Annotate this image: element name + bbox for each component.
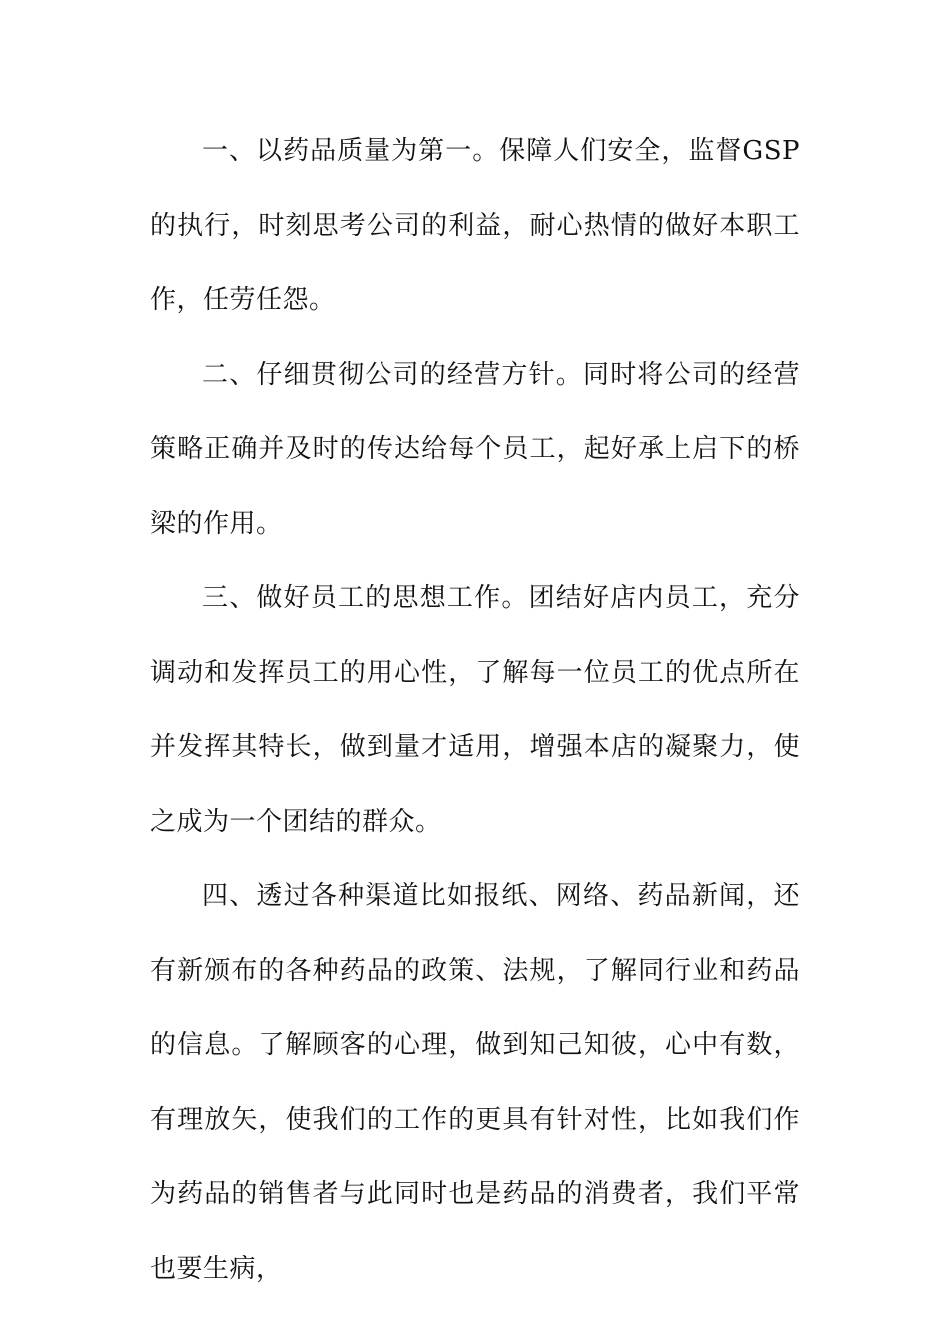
paragraph-2: 二、仔细贯彻公司的经营方针。同时将公司的经营策略正确并及时的传达给每个员工，起好承上启下的桥梁的作用。 <box>150 359 800 539</box>
paragraph-3: 三、做好员工的思想工作。团结好店内员工，充分调动和发挥员工的用心性，了解每一位员工的优点所在并发挥其特长，做到量才适用，增强本店的凝聚力，使之成为一个团结的群众。 <box>150 583 800 837</box>
paragraph-1: 一、以药品质量为第一。保障人们安全，监督GSP的执行，时刻思考公司的利益，耐心热情的做好本职工作，任劳任怨。 <box>150 136 800 315</box>
document-body <box>150 114 800 1306</box>
paragraph-4: 四、透过各种渠道比如报纸、网络、药品新闻，还有新颁布的各种药品的政策、法规，了解同行业和药品的信息。了解顾客的心理，做到知己知彼，心中有数，有理放矢，使我们的工作的更具有针对性，比如我们作为药品的销售者与此同时也是药品的消费者，我们平常也要生病， <box>150 881 800 1284</box>
